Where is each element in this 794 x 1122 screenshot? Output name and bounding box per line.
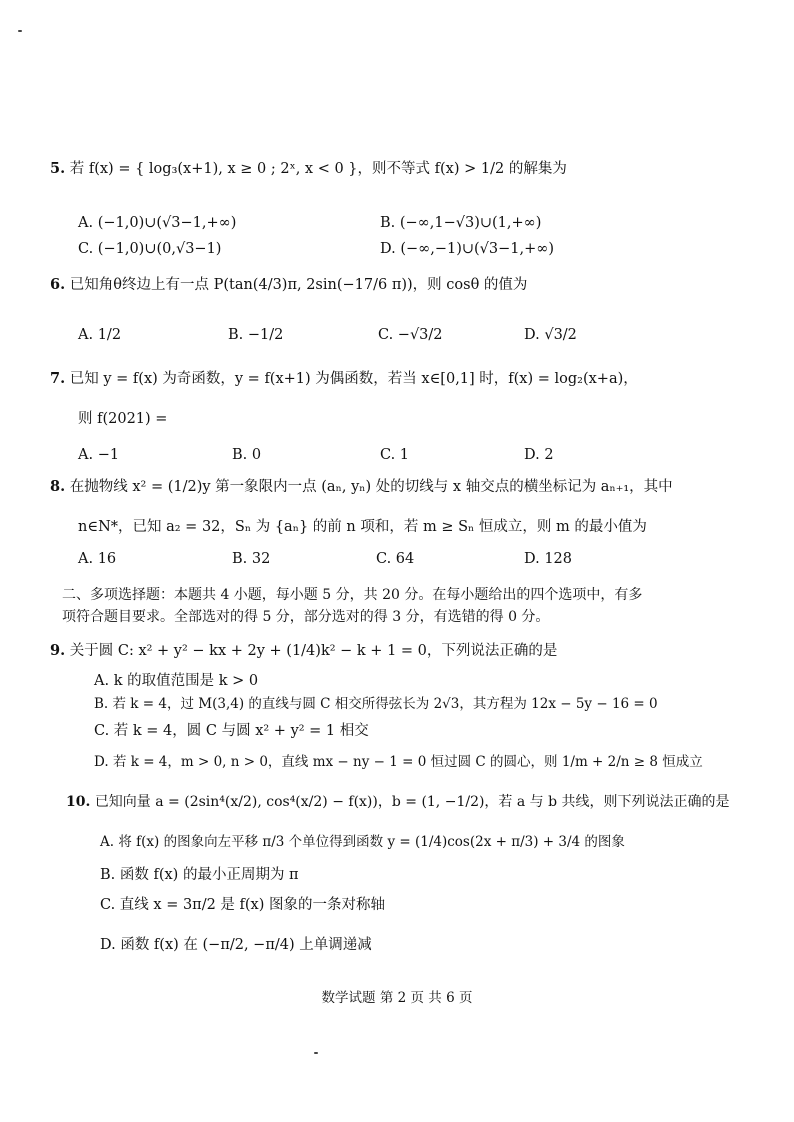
question-number: 10. (66, 794, 91, 810)
question-stem: 已知 y = f(x) 为奇函数，y = f(x+1) 为偶函数，若当 x∈[0,1] 时，f(x) = log₂(x+a)， (69, 371, 638, 387)
question-stem-continued: n∈N*，已知 a₂ = 32，Sₙ 为 {aₙ} 的前 n 项和，若 m ≥ Sₙ 恒成立，则 m 的最小值为 (78, 519, 647, 535)
question-stem-continued: 则 f(2021) = (78, 411, 168, 427)
option-a: A. 16 (78, 551, 117, 567)
section-header-line: 二、多项选择题：本题共 4 小题，每小题 5 分，共 20 分。在每小题给出的四个选项中，有多 (62, 587, 643, 603)
question-stem: 关于圆 C: x² + y² − kx + 2y + (1/4)k² − k + 1 = 0，下列说法正确的是 (69, 643, 558, 659)
option-d: D. √3/2 (524, 327, 577, 343)
option-d: D. (−∞,−1)∪(√3−1,+∞) (380, 241, 554, 257)
section-header-multiple-choice (62, 584, 692, 629)
option-b: B. 0 (232, 447, 262, 463)
option-d: D. 2 (524, 447, 554, 463)
page-footer: 数学试题 第 2 页 共 6 页 (321, 990, 473, 1006)
option-c: C. −√3/2 (378, 327, 443, 343)
option-a: A. 将 f(x) 的图象向左平移 π/3 个单位得到函数 y = (1/4)cos(2x + π/3) + 3/4 的图象 (100, 834, 625, 850)
option-c: C. (−1,0)∪(0,√3−1) (78, 241, 222, 257)
option-d: D. 函数 f(x) 在 (−π/2, −π/4) 上单调递减 (100, 937, 372, 953)
question-10 (66, 794, 746, 812)
option-a: A. −1 (78, 447, 120, 463)
scan-speck (314, 1052, 318, 1054)
question-stem: 若 f(x) = { log₃(x+1), x ≥ 0 ; 2ˣ, x < 0 }，则不等式 f(x) > 1/2 的解集为 (69, 161, 567, 177)
question-stem: 已知角θ终边上有一点 P(tan(4/3)π, 2sin(−17/6 π))，则 cosθ 的值为 (69, 277, 528, 293)
question-5 (50, 160, 710, 178)
option-c: C. 64 (376, 551, 415, 567)
question-8 (50, 478, 710, 496)
option-b: B. 32 (232, 551, 271, 567)
option-a: A. 1/2 (78, 327, 122, 343)
question-number: 9. (50, 642, 66, 659)
option-b: B. (−∞,1−√3)∪(1,+∞) (380, 215, 542, 231)
option-d: D. 128 (524, 551, 573, 567)
question-number: 5. (50, 160, 66, 177)
question-number: 7. (50, 370, 66, 387)
question-number: 8. (50, 478, 66, 495)
option-b: B. 函数 f(x) 的最小正周期为 π (100, 867, 299, 883)
option-c: C. 直线 x = 3π/2 是 f(x) 图象的一条对称轴 (100, 897, 386, 913)
option-d: D. 若 k = 4，m > 0, n > 0，直线 mx − ny − 1 = 0 恒过圆 C 的圆心，则 1/m + 2/n ≥ 8 恒成立 (94, 754, 703, 770)
scan-speck (18, 30, 22, 32)
question-7 (50, 370, 710, 388)
option-c: C. 1 (380, 447, 410, 463)
question-stem: 在抛物线 x² = (1/2)y 第一象限内一点 (aₙ, yₙ) 处的切线与 x 轴交点的横坐标记为 aₙ₊₁，其中 (69, 479, 673, 495)
option-b: B. 若 k = 4，过 M(3,4) 的直线与圆 C 相交所得弦长为 2√3，其方程为 12x − 5y − 16 = 0 (94, 696, 658, 712)
option-a: A. k 的取值范围是 k > 0 (94, 673, 259, 689)
option-a: A. (−1,0)∪(√3−1,+∞) (78, 215, 237, 231)
section-header-line: 项符合题目要求。全部选对的得 5 分，部分选对的得 3 分，有选错的得 0 分。 (62, 609, 550, 626)
option-b: B. −1/2 (228, 327, 284, 343)
question-stem: 已知向量 a = (2sin⁴(x/2), cos⁴(x/2) − f(x))，b = (1, −1/2)，若 a 与 b 共线，则下列说法正确的是 (94, 794, 730, 810)
option-c: C. 若 k = 4，圆 C 与圆 x² + y² = 1 相交 (94, 723, 369, 739)
question-6 (50, 276, 710, 294)
question-9 (50, 642, 710, 660)
question-number: 6. (50, 276, 66, 293)
